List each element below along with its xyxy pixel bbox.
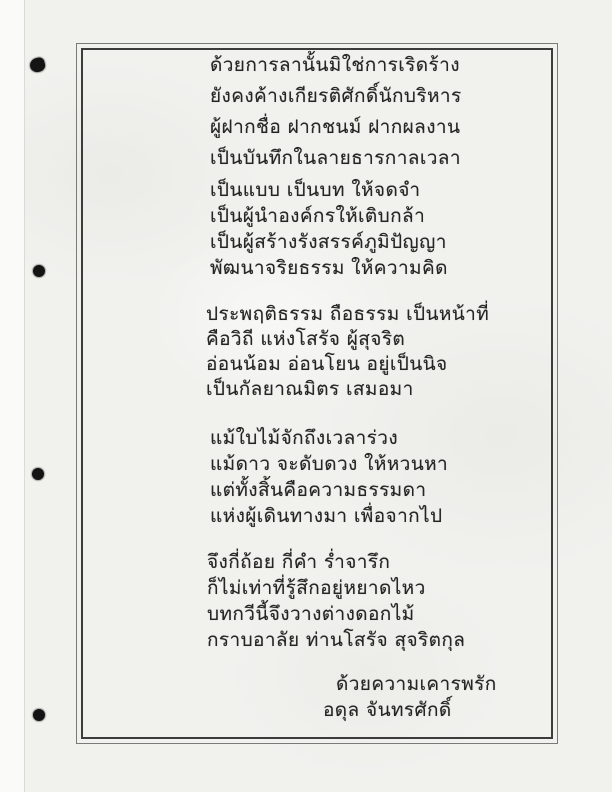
poem-line: อ่อนน้อม อ่อนโยน อยู่เป็นนิจ [206, 353, 448, 375]
poem-line: ด้วยการลานั้นมิใช่การเริดร้าง [210, 54, 460, 76]
closing-author-name: อดุล จันทรศักดิ์ [323, 699, 452, 721]
poem-stanza [206, 302, 489, 402]
poem-line: แม้ใบไม้จักถึงเวลาร่วง [210, 427, 399, 449]
punch-hole-mark [33, 265, 45, 277]
poem-line: แม้ดาว จะดับดวง ให้หวนหา [210, 453, 449, 475]
scanner-edge-strip [0, 0, 25, 792]
poem-line: คือวิถี แห่งโสรัจ ผู้สุจริต [206, 328, 406, 350]
poem-line: เป็นบันทึกในลายธารกาลเวลา [210, 147, 461, 169]
poem-line: เป็นผู้สร้างรังสรรค์ภูมิปัญญา [210, 231, 447, 253]
poem-line: ประพฤติธรรม ถือธรรม เป็นหน้าที่ [206, 303, 490, 325]
poem-stanza [210, 177, 448, 281]
poem-line: แห่งผู้เดินทางมา เพื่อจากไป [210, 505, 443, 527]
poem-line: ยังคงค้างเกียรติศักดิ์นักบริหาร [210, 85, 462, 107]
punch-hole-mark [33, 709, 45, 721]
poem-line: ก็ไม่เท่าที่รู้สึกอยู่หยาดไหว [207, 577, 426, 599]
punch-hole-mark [29, 56, 47, 73]
poem-line: พัฒนาจริยธรรม ให้ความคิด [210, 257, 448, 279]
poem-stanza [207, 549, 465, 653]
closing-salutation: ด้วยความเคารพรัก [336, 673, 497, 695]
poem-line: กราบอาลัย ท่านโสรัจ สุจริตกุล [207, 629, 466, 651]
poem-line: เป็นกัลยาณมิตร เสมอมา [206, 378, 414, 400]
poem-line: จึงกี่ถ้อย กี่คำ ร่ำจารึก [207, 551, 391, 573]
poem-line: เป็นผู้นำองค์กรให้เติบกล้า [210, 205, 426, 227]
poem-line: บทกวีนี้จึงวางต่างดอกไม้ [207, 603, 415, 625]
punch-hole-mark [32, 468, 44, 480]
poem-line: แต่ทั้งสิ้นคือความธรรมดา [210, 479, 427, 501]
poem-stanza [210, 425, 448, 529]
poem-stanza [210, 50, 462, 174]
poem-line: เป็นแบบ เป็นบท ให้จดจำ [210, 179, 421, 201]
poem-line: ผู้ฝากชื่อ ฝากชนม์ ฝากผลงาน [210, 116, 461, 138]
